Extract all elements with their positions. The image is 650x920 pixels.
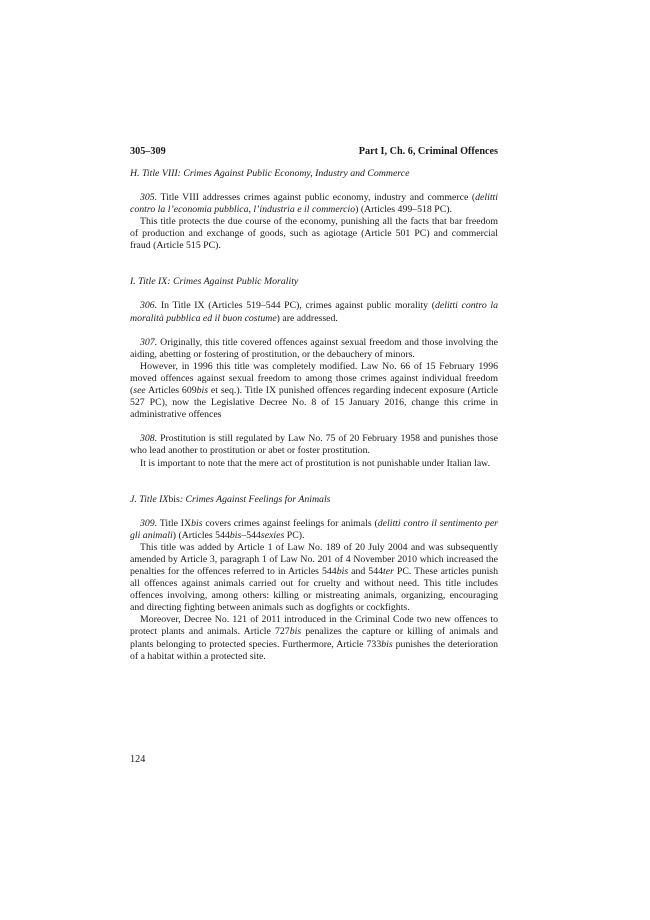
header-paragraph-range: 305–309 [130, 146, 166, 157]
section-heading-j: J. Title IXbis: Crimes Against Feelings for Animals [130, 493, 331, 505]
paragraph-307: 307. Originally, this title covered offences against sexual freedom and those involving the aiding, abetting or fostering of prostitution, or the debauchery of minors. [130, 336, 498, 360]
running-header [130, 146, 498, 158]
paragraph-305-continued: This title protects the due course of the economy, punishing all the facts that bar freedom of production and exchange of goods, such as agiotage (Article 501 PC) and commercial fraud (Article 515 PC). [130, 216, 498, 252]
paragraph-307-continued: However, in 1996 this title was completely modified. Law No. 66 of 15 February 1996 moved offences against sexual freedom to among those crimes against individual freedom (see Articles 609bis et seq.). Title IX punished offences regarding indecent exposure (Article 527 PC), now the Legislative Decree No. 8 of 15 January 2016, change this crime in administrative offences [130, 360, 498, 421]
paragraph-308: 308. Prostitution is still regulated by Law No. 75 of 20 February 1958 and punishes those who lead another to prostitution or abet or foster prostitution. [130, 433, 498, 457]
paragraph-309-continued-2: Moreover, Decree No. 121 of 2011 introduced in the Criminal Code two new offences to protect plants and animals. Article 727bis penalizes the capture or killing of animals and plants belonging to protected species. Furthermore, Article 733bis punishes the deterioration of a habitat within a protected site. [130, 614, 498, 662]
paragraph-306: 306. In Title IX (Articles 519–544 PC), crimes against public morality (delitti contro la moralità pubblica ed il buon costume) are addressed. [130, 300, 498, 324]
page-number: 124 [130, 754, 146, 765]
section-heading-i: I. Title IX: Crimes Against Public Morality [130, 276, 299, 288]
paragraph-309: 309. Title IXbis covers crimes against feelings for animals (delitti contro il sentimento per gli animali) (Articles 544bis–544sexies PC). [130, 517, 498, 541]
page-body [130, 146, 498, 663]
paragraph-308-continued: It is important to note that the mere act of prostitution is not punishable under Italian law. [140, 457, 491, 469]
paragraph-309-continued-1: This title was added by Article 1 of Law No. 189 of 20 July 2004 and was subsequently amended by Article 3, paragraph 1 of Law No. 201 of 4 November 2010 which increased the penalties for the offences referred to in Articles 544bis and 544ter PC. These articles punish all offences against animals carried out for cruelty and without need. This title includes offences involving, among others: killing or mistreating animals, organizing, encouraging and directing fighting between animals such as dogfights or cockfights. [130, 541, 499, 614]
section-heading-h: H. Title VIII: Crimes Against Public Economy, Industry and Commerce [130, 168, 410, 179]
header-chapter-title: Part I, Ch. 6, Criminal Offences [358, 146, 498, 157]
paragraph-305: 305. Title VIII addresses crimes against public economy, industry and commerce (delitti contro la l’economia pubblica, l’industria e il commercio) (Articles 499–518 PC). [130, 192, 498, 216]
